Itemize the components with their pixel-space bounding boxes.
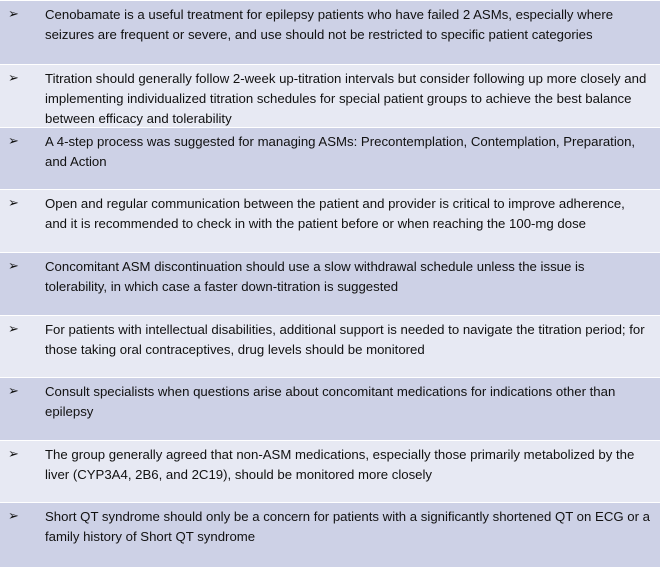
list-item-text: Consult specialists when questions arise about concomitant medications for indications other than epilepsy bbox=[45, 384, 616, 419]
arrow-bullet-icon: ➢ bbox=[8, 321, 19, 336]
list-item bbox=[0, 1, 660, 65]
arrow-bullet-icon: ➢ bbox=[8, 195, 19, 210]
arrow-bullet-icon: ➢ bbox=[8, 6, 19, 21]
arrow-bullet-icon: ➢ bbox=[8, 383, 19, 398]
list-item bbox=[0, 65, 660, 128]
list-item-text: Open and regular communication between the patient and provider is critical to improve adherence, and it is recommended to check in with the patient before or when reaching the 100-mg dose bbox=[45, 196, 625, 231]
list-item bbox=[0, 378, 660, 441]
list-item bbox=[0, 253, 660, 316]
list-item-text: Concomitant ASM discontinuation should use a slow withdrawal schedule unless the issue is tolerability, in which case a faster down-titration is suggested bbox=[45, 259, 585, 294]
arrow-bullet-icon: ➢ bbox=[8, 258, 19, 273]
list-item bbox=[0, 190, 660, 253]
list-item bbox=[0, 503, 660, 568]
list-item bbox=[0, 441, 660, 503]
list-item-text: Short QT syndrome should only be a concern for patients with a significantly shortened QT on ECG or a family history of Short QT syndrome bbox=[45, 509, 650, 544]
arrow-bullet-icon: ➢ bbox=[8, 133, 19, 148]
list-item-text: For patients with intellectual disabilities, additional support is needed to navigate the titration period; for those taking oral contraceptives, drug levels should be monitored bbox=[45, 322, 645, 357]
list-item bbox=[0, 128, 660, 190]
list-item-text: The group generally agreed that non-ASM medications, especially those primarily metabolized by the liver (CYP3A4, 2B6, and 2C19), should be monitored more closely bbox=[45, 447, 635, 482]
list-item-text: Titration should generally follow 2-week up-titration intervals but consider following up more closely and implementing individualized titration schedules for special patient groups to achieve the best balance between efficacy and tolerability bbox=[45, 71, 647, 126]
list-item bbox=[0, 316, 660, 378]
arrow-bullet-icon: ➢ bbox=[8, 446, 19, 461]
arrow-bullet-icon: ➢ bbox=[8, 508, 19, 523]
list-item-text: Cenobamate is a useful treatment for epilepsy patients who have failed 2 ASMs, especially where seizures are frequent or severe, and use should not be restricted to specific patient categories bbox=[45, 7, 614, 42]
arrow-bullet-icon: ➢ bbox=[8, 70, 19, 85]
list-item-text: A 4-step process was suggested for managing ASMs: Precontemplation, Contemplation, Preparation, and Action bbox=[45, 134, 636, 169]
